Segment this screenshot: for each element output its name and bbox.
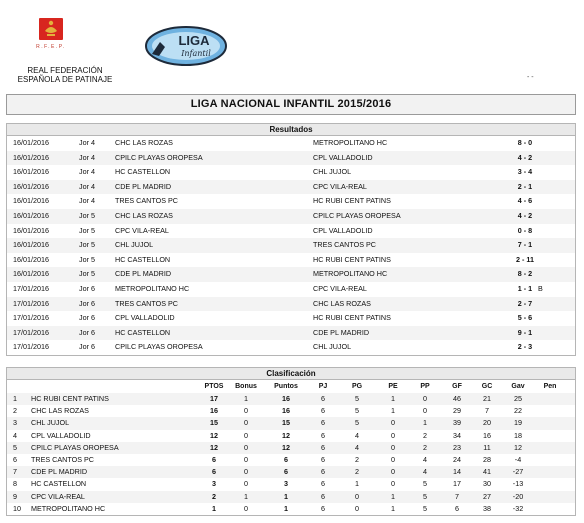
standings-ptos: 16 [210, 406, 218, 416]
result-away-team: METROPOLITANO HC [313, 269, 388, 279]
standings-pp: 2 [423, 442, 427, 452]
federation-name-line2: ESPAÑOLA DE PATINAJE [17, 75, 113, 84]
result-row [7, 311, 575, 326]
standings-pj: 6 [321, 442, 325, 452]
standings-row [7, 393, 575, 405]
standings-pj: 6 [321, 454, 325, 464]
standings-position: 5 [13, 442, 17, 452]
result-home-team: CDE PL MADRID [115, 181, 172, 191]
result-away-team: TRES CANTOS PC [313, 240, 376, 250]
column-header-pp: PP [420, 383, 430, 390]
result-away-team: CPC VILA-REAL [313, 283, 367, 293]
result-jornada: Jor 6 [79, 327, 95, 337]
result-jornada: Jor 5 [79, 240, 95, 250]
result-home-team: CHL JUJOL [115, 240, 154, 250]
standings-bonus: 0 [244, 442, 248, 452]
standings-pp: 5 [423, 479, 427, 489]
result-away-team: HC RUBI CENT PATINS [313, 254, 391, 264]
standings-gf: 29 [453, 406, 461, 416]
standings-ptos: 6 [212, 467, 216, 477]
standings-puntos: 1 [284, 491, 288, 501]
standings-ptos: 12 [210, 442, 218, 452]
standings-position: 9 [13, 491, 17, 501]
standings-gf: 34 [453, 430, 461, 440]
result-home-team: CPILC PLAYAS OROPESA [115, 152, 203, 162]
standings-gf: 39 [453, 418, 461, 428]
standings-pp: 5 [423, 491, 427, 501]
standings-ptos: 12 [210, 430, 218, 440]
standings-position: 3 [13, 418, 17, 428]
result-score: 3 - 4 [517, 167, 533, 177]
result-score: 0 - 8 [517, 225, 533, 235]
standings-section [6, 367, 576, 516]
standings-gf: 14 [453, 467, 461, 477]
standings-gav: -27 [512, 467, 524, 477]
result-jornada: Jor 5 [79, 269, 95, 279]
standings-pj: 6 [321, 430, 325, 440]
result-jornada: Jor 4 [79, 152, 95, 162]
standings-position: 1 [13, 394, 17, 403]
result-date: 17/01/2016 [13, 327, 49, 337]
standings-pe: 0 [391, 430, 395, 440]
standings-puntos: 6 [284, 454, 288, 464]
result-row [7, 180, 575, 195]
page-title: LIGA NACIONAL INFANTIL 2015/2016 [6, 94, 576, 115]
result-date: 17/01/2016 [13, 298, 49, 308]
result-date: 16/01/2016 [13, 181, 49, 191]
standings-pj: 6 [321, 418, 325, 428]
results-list [7, 136, 575, 355]
standings-pg: 4 [355, 430, 359, 440]
results-heading: Resultados [7, 124, 575, 136]
standings-puntos: 3 [284, 479, 288, 489]
standings-team: CPL VALLADOLID [31, 430, 91, 440]
standings-column-headers [7, 380, 575, 393]
standings-bonus: 0 [244, 503, 248, 513]
standings-position: 10 [13, 503, 21, 513]
standings-bonus: 0 [244, 479, 248, 489]
standings-heading: Clasificación [7, 368, 575, 380]
standings-team: TRES CANTOS PC [31, 454, 94, 464]
standings-pe: 1 [391, 394, 395, 403]
standings-list [7, 393, 575, 515]
column-header-gav: Gav [511, 383, 525, 390]
standings-gf: 46 [453, 394, 461, 403]
standings-row [7, 405, 575, 417]
liga-logo-text: LIGA [178, 33, 210, 48]
result-score: 4 - 2 [517, 210, 533, 220]
standings-position: 8 [13, 479, 17, 489]
result-home-team: HC CASTELLON [115, 167, 171, 177]
result-row [7, 297, 575, 312]
standings-pe: 0 [391, 442, 395, 452]
standings-pp: 4 [423, 454, 427, 464]
result-score: 1 - 1 [517, 283, 533, 293]
standings-pg: 5 [355, 418, 359, 428]
result-date: 16/01/2016 [13, 269, 49, 279]
result-date: 16/01/2016 [13, 152, 49, 162]
result-score: 4 - 2 [517, 152, 533, 162]
standings-pj: 6 [321, 491, 325, 501]
standings-gc: 27 [483, 491, 491, 501]
standings-gf: 17 [453, 479, 461, 489]
result-jornada: Jor 5 [79, 225, 95, 235]
standings-puntos: 12 [282, 442, 290, 452]
standings-bonus: 1 [244, 394, 248, 403]
results-section [6, 123, 576, 356]
result-home-team: CPC VILA-REAL [115, 225, 169, 235]
standings-row [7, 430, 575, 442]
result-score: 2 - 3 [517, 342, 533, 352]
result-away-team: CHL JUJOL [313, 342, 352, 352]
column-header-puntos: Puntos [274, 383, 298, 390]
column-header-pg: PG [351, 383, 363, 390]
standings-pj: 6 [321, 503, 325, 513]
result-away-team: CPC VILA-REAL [313, 181, 367, 191]
standings-pe: 0 [391, 479, 395, 489]
column-header-gf: GF [452, 383, 462, 390]
page-header [0, 0, 584, 92]
result-away-team: CPILC PLAYAS OROPESA [313, 210, 401, 220]
standings-gav: 25 [514, 394, 522, 403]
standings-pe: 1 [391, 491, 395, 501]
standings-gf: 7 [455, 491, 459, 501]
result-away-team: CPL VALLADOLID [313, 225, 373, 235]
result-score: 8 - 2 [517, 269, 533, 279]
result-date: 16/01/2016 [13, 254, 49, 264]
standings-pe: 1 [391, 406, 395, 416]
result-home-team: CPL VALLADOLID [115, 313, 175, 323]
standings-pj: 6 [321, 394, 325, 403]
result-jornada: Jor 6 [79, 313, 95, 323]
standings-pg: 5 [355, 394, 359, 403]
standings-gav: 19 [514, 418, 522, 428]
result-jornada: Jor 4 [79, 181, 95, 191]
standings-team: METROPOLITANO HC [31, 503, 106, 513]
standings-pj: 6 [321, 479, 325, 489]
standings-gav: -20 [512, 491, 524, 501]
standings-bonus: 0 [244, 430, 248, 440]
standings-puntos: 1 [284, 503, 288, 513]
standings-puntos: 15 [282, 418, 290, 428]
standings-team: CHC LAS ROZAS [31, 406, 89, 416]
standings-pj: 6 [321, 406, 325, 416]
standings-gc: 38 [483, 503, 491, 513]
corner-mark: - - [527, 74, 534, 81]
result-date: 17/01/2016 [13, 342, 49, 352]
standings-gc: 16 [483, 430, 491, 440]
standings-pg: 1 [355, 479, 359, 489]
standings-pg: 0 [355, 503, 359, 513]
result-home-team: CHC LAS ROZAS [115, 138, 173, 147]
result-jornada: Jor 6 [79, 283, 95, 293]
column-header-pen: Pen [543, 383, 557, 390]
column-header-bonus: Bonus [235, 383, 257, 390]
standings-gc: 28 [483, 454, 491, 464]
standings-pp: 0 [423, 406, 427, 416]
standings-position: 7 [13, 467, 17, 477]
result-row [7, 340, 575, 355]
standings-gf: 6 [455, 503, 459, 513]
column-header-gc: GC [481, 383, 493, 390]
result-row [7, 209, 575, 224]
standings-team: CHL JUJOL [31, 418, 70, 428]
standings-gf: 23 [453, 442, 461, 452]
result-date: 16/01/2016 [13, 225, 49, 235]
standings-team: HC RUBI CENT PATINS [31, 394, 109, 403]
result-home-team: CHC LAS ROZAS [115, 210, 173, 220]
federation-name-line1: REAL FEDERACIÓN [27, 66, 103, 75]
result-away-team: METROPOLITANO HC [313, 138, 388, 147]
standings-pg: 0 [355, 491, 359, 501]
standings-pg: 2 [355, 454, 359, 464]
result-jornada: Jor 6 [79, 342, 95, 352]
result-score: 2 - 1 [517, 181, 533, 191]
standings-pg: 2 [355, 467, 359, 477]
result-date: 16/01/2016 [13, 210, 49, 220]
standings-gc: 21 [483, 394, 491, 403]
result-jornada: Jor 5 [79, 210, 95, 220]
standings-puntos: 12 [282, 430, 290, 440]
standings-team: CPILC PLAYAS OROPESA [31, 442, 119, 452]
standings-gav: 12 [514, 442, 522, 452]
result-row [7, 238, 575, 253]
standings-bonus: 1 [244, 491, 248, 501]
standings-row [7, 454, 575, 466]
standings-gc: 30 [483, 479, 491, 489]
result-note: B [538, 283, 543, 293]
result-score: 8 - 0 [517, 138, 533, 147]
standings-gav: -4 [514, 454, 522, 464]
standings-gav: 18 [514, 430, 522, 440]
result-away-team: CDE PL MADRID [313, 327, 370, 337]
result-row [7, 326, 575, 341]
result-jornada: Jor 5 [79, 254, 95, 264]
standings-gc: 20 [483, 418, 491, 428]
standings-pe: 0 [391, 454, 395, 464]
standings-pg: 5 [355, 406, 359, 416]
standings-pe: 0 [391, 467, 395, 477]
standings-team: HC CASTELLON [31, 479, 87, 489]
standings-gc: 7 [485, 406, 489, 416]
result-score: 9 - 1 [517, 327, 533, 337]
result-jornada: Jor 4 [79, 196, 95, 206]
standings-ptos: 17 [210, 394, 218, 403]
result-date: 17/01/2016 [13, 313, 49, 323]
result-score: 5 - 6 [517, 313, 533, 323]
standings-gc: 11 [483, 442, 491, 452]
standings-ptos: 1 [212, 503, 216, 513]
standings-bonus: 0 [244, 418, 248, 428]
result-date: 17/01/2016 [13, 283, 49, 293]
result-date: 16/01/2016 [13, 240, 49, 250]
rfep-crest-logo [36, 16, 66, 42]
standings-pp: 5 [423, 503, 427, 513]
standings-pp: 0 [423, 394, 427, 403]
result-row [7, 267, 575, 282]
standings-ptos: 6 [212, 454, 216, 464]
federation-name [10, 66, 120, 84]
result-home-team: HC CASTELLON [115, 327, 171, 337]
standings-row [7, 417, 575, 429]
standings-pp: 1 [423, 418, 427, 428]
column-header-pj: PJ [318, 383, 328, 390]
result-jornada: Jor 4 [79, 167, 95, 177]
result-row [7, 194, 575, 209]
result-row [7, 136, 575, 151]
standings-gav: 22 [514, 406, 522, 416]
standings-ptos: 15 [210, 418, 218, 428]
result-jornada: Jor 6 [79, 298, 95, 308]
result-away-team: HC RUBI CENT PATINS [313, 196, 391, 206]
standings-bonus: 0 [244, 454, 248, 464]
result-home-team: CPILC PLAYAS OROPESA [115, 342, 203, 352]
result-away-team: CHC LAS ROZAS [313, 298, 371, 308]
result-home-team: CDE PL MADRID [115, 269, 172, 279]
result-date: 16/01/2016 [13, 196, 49, 206]
standings-pj: 6 [321, 467, 325, 477]
standings-team: CDE PL MADRID [31, 467, 88, 477]
standings-team: CPC VILA-REAL [31, 491, 85, 501]
result-away-team: CPL VALLADOLID [313, 152, 373, 162]
standings-puntos: 6 [284, 467, 288, 477]
result-jornada: Jor 4 [79, 138, 95, 147]
column-header-pe: PE [388, 383, 398, 390]
standings-gav: -13 [512, 479, 524, 489]
standings-position: 4 [13, 430, 17, 440]
standings-pg: 4 [355, 442, 359, 452]
standings-position: 2 [13, 406, 17, 416]
result-row [7, 165, 575, 180]
result-home-team: TRES CANTOS PC [115, 298, 178, 308]
standings-gav: -32 [512, 503, 524, 513]
result-home-team: HC CASTELLON [115, 254, 171, 264]
result-score: 2 - 7 [517, 298, 533, 308]
liga-logo-subtext: Infantil [181, 49, 211, 58]
result-home-team: METROPOLITANO HC [115, 283, 190, 293]
standings-pe: 0 [391, 418, 395, 428]
standings-row [7, 478, 575, 490]
standings-bonus: 0 [244, 406, 248, 416]
standings-position: 6 [13, 454, 17, 464]
result-row [7, 151, 575, 166]
result-date: 16/01/2016 [13, 138, 49, 147]
liga-infantil-logo [140, 24, 228, 68]
standings-gf: 24 [453, 454, 461, 464]
standings-pp: 4 [423, 467, 427, 477]
standings-puntos: 16 [282, 394, 290, 403]
standings-bonus: 0 [244, 467, 248, 477]
result-away-team: HC RUBI CENT PATINS [313, 313, 391, 323]
result-score: 7 - 1 [517, 240, 533, 250]
standings-row [7, 491, 575, 503]
standings-row [7, 503, 575, 515]
standings-ptos: 2 [212, 491, 216, 501]
result-home-team: TRES CANTOS PC [115, 196, 178, 206]
result-date: 16/01/2016 [13, 167, 49, 177]
standings-pp: 2 [423, 430, 427, 440]
result-score: 2 - 11 [516, 254, 534, 264]
standings-row [7, 442, 575, 454]
federation-abbreviation: R.F.E.P. [36, 44, 66, 50]
result-row [7, 282, 575, 297]
result-row [7, 253, 575, 268]
standings-pe: 1 [391, 503, 395, 513]
standings-puntos: 16 [282, 406, 290, 416]
standings-ptos: 3 [212, 479, 216, 489]
column-header-ptos: PTOS [204, 383, 224, 390]
standings-row [7, 466, 575, 478]
result-away-team: CHL JUJOL [313, 167, 352, 177]
result-row [7, 224, 575, 239]
result-score: 4 - 6 [517, 196, 533, 206]
standings-gc: 41 [483, 467, 491, 477]
